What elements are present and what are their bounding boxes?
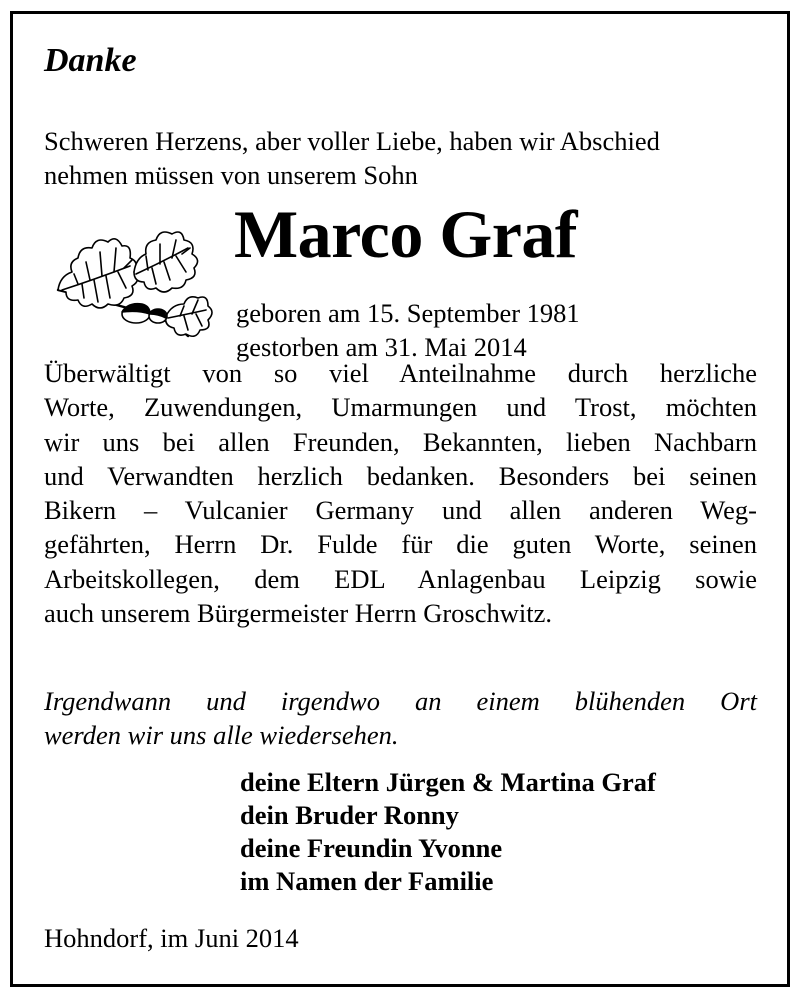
quote-line: Irgendwann und irgendwo an einem blühenden Ort xyxy=(44,686,757,716)
paragraph-line: wir uns bei allen Freunden, Bekannten, lieben Nachbarn xyxy=(44,426,757,457)
paragraph-line: auch unserem Bürgermeister Herrn Groschwitz. xyxy=(44,598,552,629)
death-date: gestorben am 31. Mai 2014 xyxy=(236,332,527,362)
intro-line: Schweren Herzens, aber voller Liebe, haben wir Abschied xyxy=(44,126,660,156)
notice-heading: Danke xyxy=(44,42,137,79)
paragraph-line: gefährten, Herrn Dr. Fulde für die guten Worte, seinen xyxy=(44,529,757,560)
paragraph-line: und Verwandten herzlich bedanken. Besonders bei seinen xyxy=(44,460,757,491)
quote-text xyxy=(44,684,757,752)
thanks-paragraph xyxy=(44,356,757,630)
paragraph-line: Bikern – Vulcanier Germany und allen anderen Weg- xyxy=(44,495,757,526)
intro-text xyxy=(44,124,764,192)
paragraph-line: Überwältigt von so viel Anteilnahme durch herzliche xyxy=(44,358,757,388)
signer: deine Freundin Yvonne xyxy=(240,833,503,863)
paragraph-line: Arbeitskollegen, dem EDL Anlagenbau Leipzig sowie xyxy=(44,563,757,594)
signers-list xyxy=(240,766,656,898)
life-dates xyxy=(236,296,580,364)
quote-line: werden wir uns alle wiedersehen. xyxy=(44,720,399,750)
place-date: Hohndorf, im Juni 2014 xyxy=(44,923,299,953)
oak-leaf-acorn-icon xyxy=(38,218,216,346)
signer: im Namen der Familie xyxy=(240,866,494,896)
deceased-name: Marco Graf xyxy=(234,196,578,272)
paragraph-line: Worte, Zuwendungen, Umarmungen und Trost, möchten xyxy=(44,392,757,423)
birth-date: geboren am 15. September 1981 xyxy=(236,298,580,328)
signer: dein Bruder Ronny xyxy=(240,800,459,830)
signer: deine Eltern Jürgen & Martina Graf xyxy=(240,767,656,797)
intro-line: nehmen müssen von unserem Sohn xyxy=(44,160,418,190)
